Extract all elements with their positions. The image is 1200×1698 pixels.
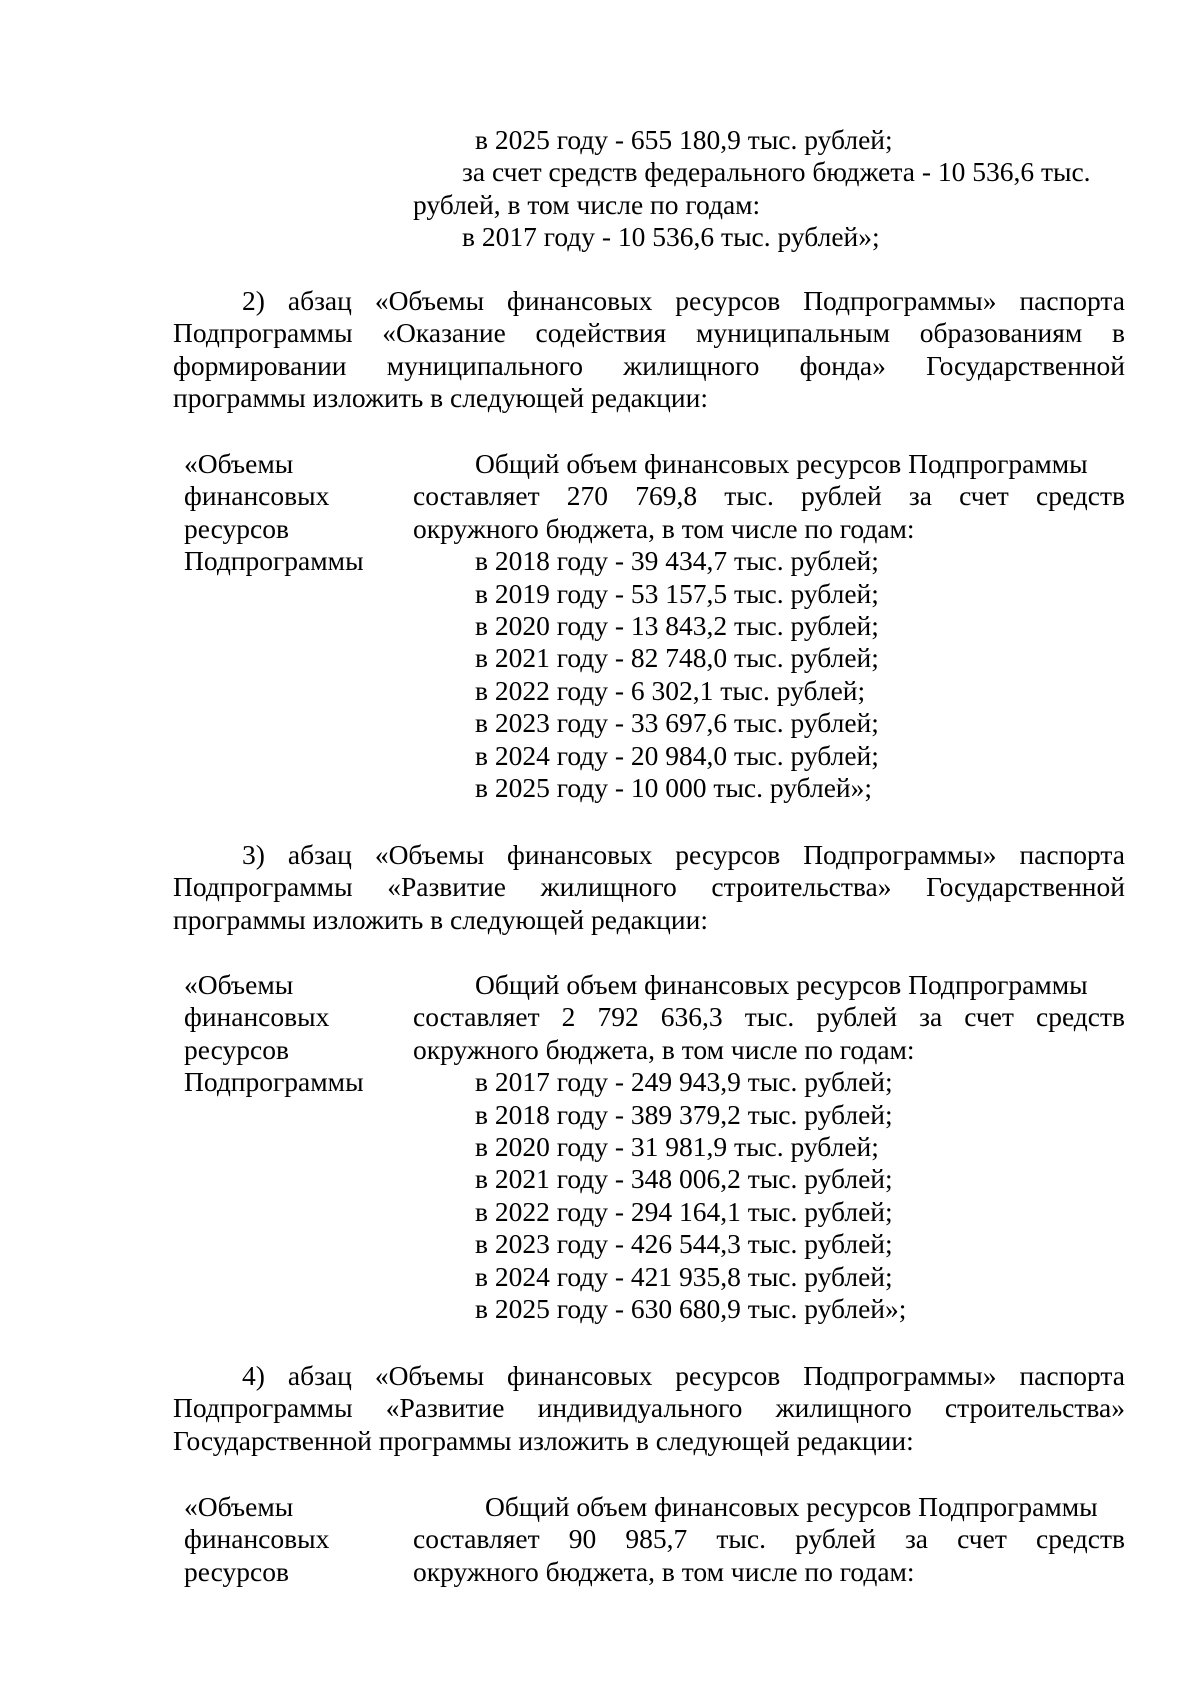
- label-line: финансовых: [184, 1523, 330, 1555]
- year-line: в 2025 году - 630 680,9 тыс. рублей»;: [475, 1293, 907, 1325]
- paragraph-2-line-2: Подпрограммы «Оказание содействия муниципальным образованиям в: [173, 317, 1125, 349]
- finance-block-2-body: [413, 448, 1125, 804]
- year-line: в 2020 году - 13 843,2 тыс. рублей;: [475, 610, 879, 642]
- label-line: ресурсов: [184, 1033, 289, 1065]
- finance-lead-line-1: Общий объем финансовых ресурсов Подпрограммы: [475, 448, 1088, 479]
- paragraph-2-line-3: формировании муниципального жилищного фонда» Государственной: [173, 349, 1125, 381]
- finance-block-3: [173, 969, 1125, 1325]
- label-line: ресурсов: [184, 1555, 289, 1587]
- finance-block-4: [173, 1491, 1125, 1591]
- label-line: финансовых: [184, 1001, 330, 1033]
- paragraph-2: [173, 285, 1125, 415]
- year-line: в 2025 году - 10 000 тыс. рублей»;: [475, 772, 873, 804]
- label-line: Подпрограммы: [184, 1066, 364, 1098]
- label-line: финансовых: [184, 480, 330, 512]
- finance-lead-line-2: составляет 2 792 636,3 тыс. рублей за счет средств: [413, 1001, 1125, 1033]
- year-line: в 2021 году - 348 006,2 тыс. рублей;: [475, 1163, 893, 1195]
- label-line: Подпрограммы: [184, 545, 364, 577]
- paragraph-4-line-3: Государственной программы изложить в следующей редакции:: [173, 1424, 914, 1456]
- paragraph-4: [173, 1360, 1125, 1457]
- year-line: в 2023 году - 33 697,6 тыс. рублей;: [475, 707, 879, 739]
- year-line: в 2022 году - 294 164,1 тыс. рублей;: [475, 1195, 893, 1227]
- paragraph-2-line-1: 2) абзац «Объемы финансовых ресурсов Подпрограммы» паспорта: [242, 285, 1125, 316]
- paragraph-3-line-2: Подпрограммы «Развитие жилищного строительства» Государственной: [173, 871, 1125, 903]
- year-line: в 2024 году - 421 935,8 тыс. рублей;: [475, 1260, 893, 1292]
- top-continuation: [413, 124, 1125, 254]
- finance-block-2-label: [184, 448, 384, 578]
- finance-block-4-label: [184, 1491, 384, 1588]
- finance-lead-line-1: Общий объем финансовых ресурсов Подпрограммы: [475, 969, 1088, 1000]
- paragraph-4-line-1: 4) абзац «Объемы финансовых ресурсов Подпрограммы» паспорта: [242, 1360, 1125, 1391]
- finance-block-2: [173, 448, 1125, 804]
- year-line: в 2019 году - 53 157,5 тыс. рублей;: [475, 577, 879, 609]
- label-line: «Объемы: [184, 448, 294, 479]
- label-line: «Объемы: [184, 969, 294, 1000]
- year-line: в 2020 году - 31 981,9 тыс. рублей;: [475, 1131, 879, 1163]
- top-line-2025: в 2025 году - 655 180,9 тыс. рублей;: [475, 124, 893, 155]
- finance-lead-line-2: составляет 90 985,7 тыс. рублей за счет средств: [413, 1523, 1125, 1555]
- paragraph-2-line-4: программы изложить в следующей редакции:: [173, 382, 708, 414]
- year-line: в 2017 году - 249 943,9 тыс. рублей;: [475, 1066, 893, 1098]
- finance-lead-line-2: составляет 270 769,8 тыс. рублей за счет средств: [413, 480, 1125, 512]
- year-line: в 2024 году - 20 984,0 тыс. рублей;: [475, 739, 879, 771]
- finance-lead-line-3: окружного бюджета, в том числе по годам:: [413, 512, 915, 544]
- label-line: «Объемы: [184, 1491, 294, 1522]
- top-line-2017: в 2017 году - 10 536,6 тыс. рублей»;: [462, 221, 880, 253]
- paragraph-3-line-3: программы изложить в следующей редакции:: [173, 903, 708, 935]
- year-line: в 2022 году - 6 302,1 тыс. рублей;: [475, 674, 866, 706]
- label-line: ресурсов: [184, 512, 289, 544]
- finance-block-3-label: [184, 969, 384, 1099]
- finance-lead-line-3: окружного бюджета, в том числе по годам:: [413, 1555, 915, 1587]
- paragraph-4-line-2: Подпрограммы «Развитие индивидуального жилищного строительства»: [173, 1392, 1125, 1424]
- finance-block-4-body: [413, 1491, 1125, 1588]
- paragraph-3-line-1: 3) абзац «Объемы финансовых ресурсов Подпрограммы» паспорта: [242, 839, 1125, 870]
- year-line: в 2021 году - 82 748,0 тыс. рублей;: [475, 642, 879, 674]
- top-line-by-years: рублей, в том числе по годам:: [413, 188, 761, 220]
- finance-lead-line-1: Общий объем финансовых ресурсов Подпрограммы: [485, 1491, 1098, 1522]
- finance-block-3-body: [413, 969, 1125, 1325]
- paragraph-3: [173, 839, 1125, 936]
- year-line: в 2018 году - 389 379,2 тыс. рублей;: [475, 1098, 893, 1130]
- finance-lead-line-3: окружного бюджета, в том числе по годам:: [413, 1033, 915, 1065]
- year-line: в 2018 году - 39 434,7 тыс. рублей;: [475, 545, 879, 577]
- year-line: в 2023 году - 426 544,3 тыс. рублей;: [475, 1228, 893, 1260]
- top-line-federal: за счет средств федерального бюджета - 10 536,6 тыс.: [462, 156, 1091, 188]
